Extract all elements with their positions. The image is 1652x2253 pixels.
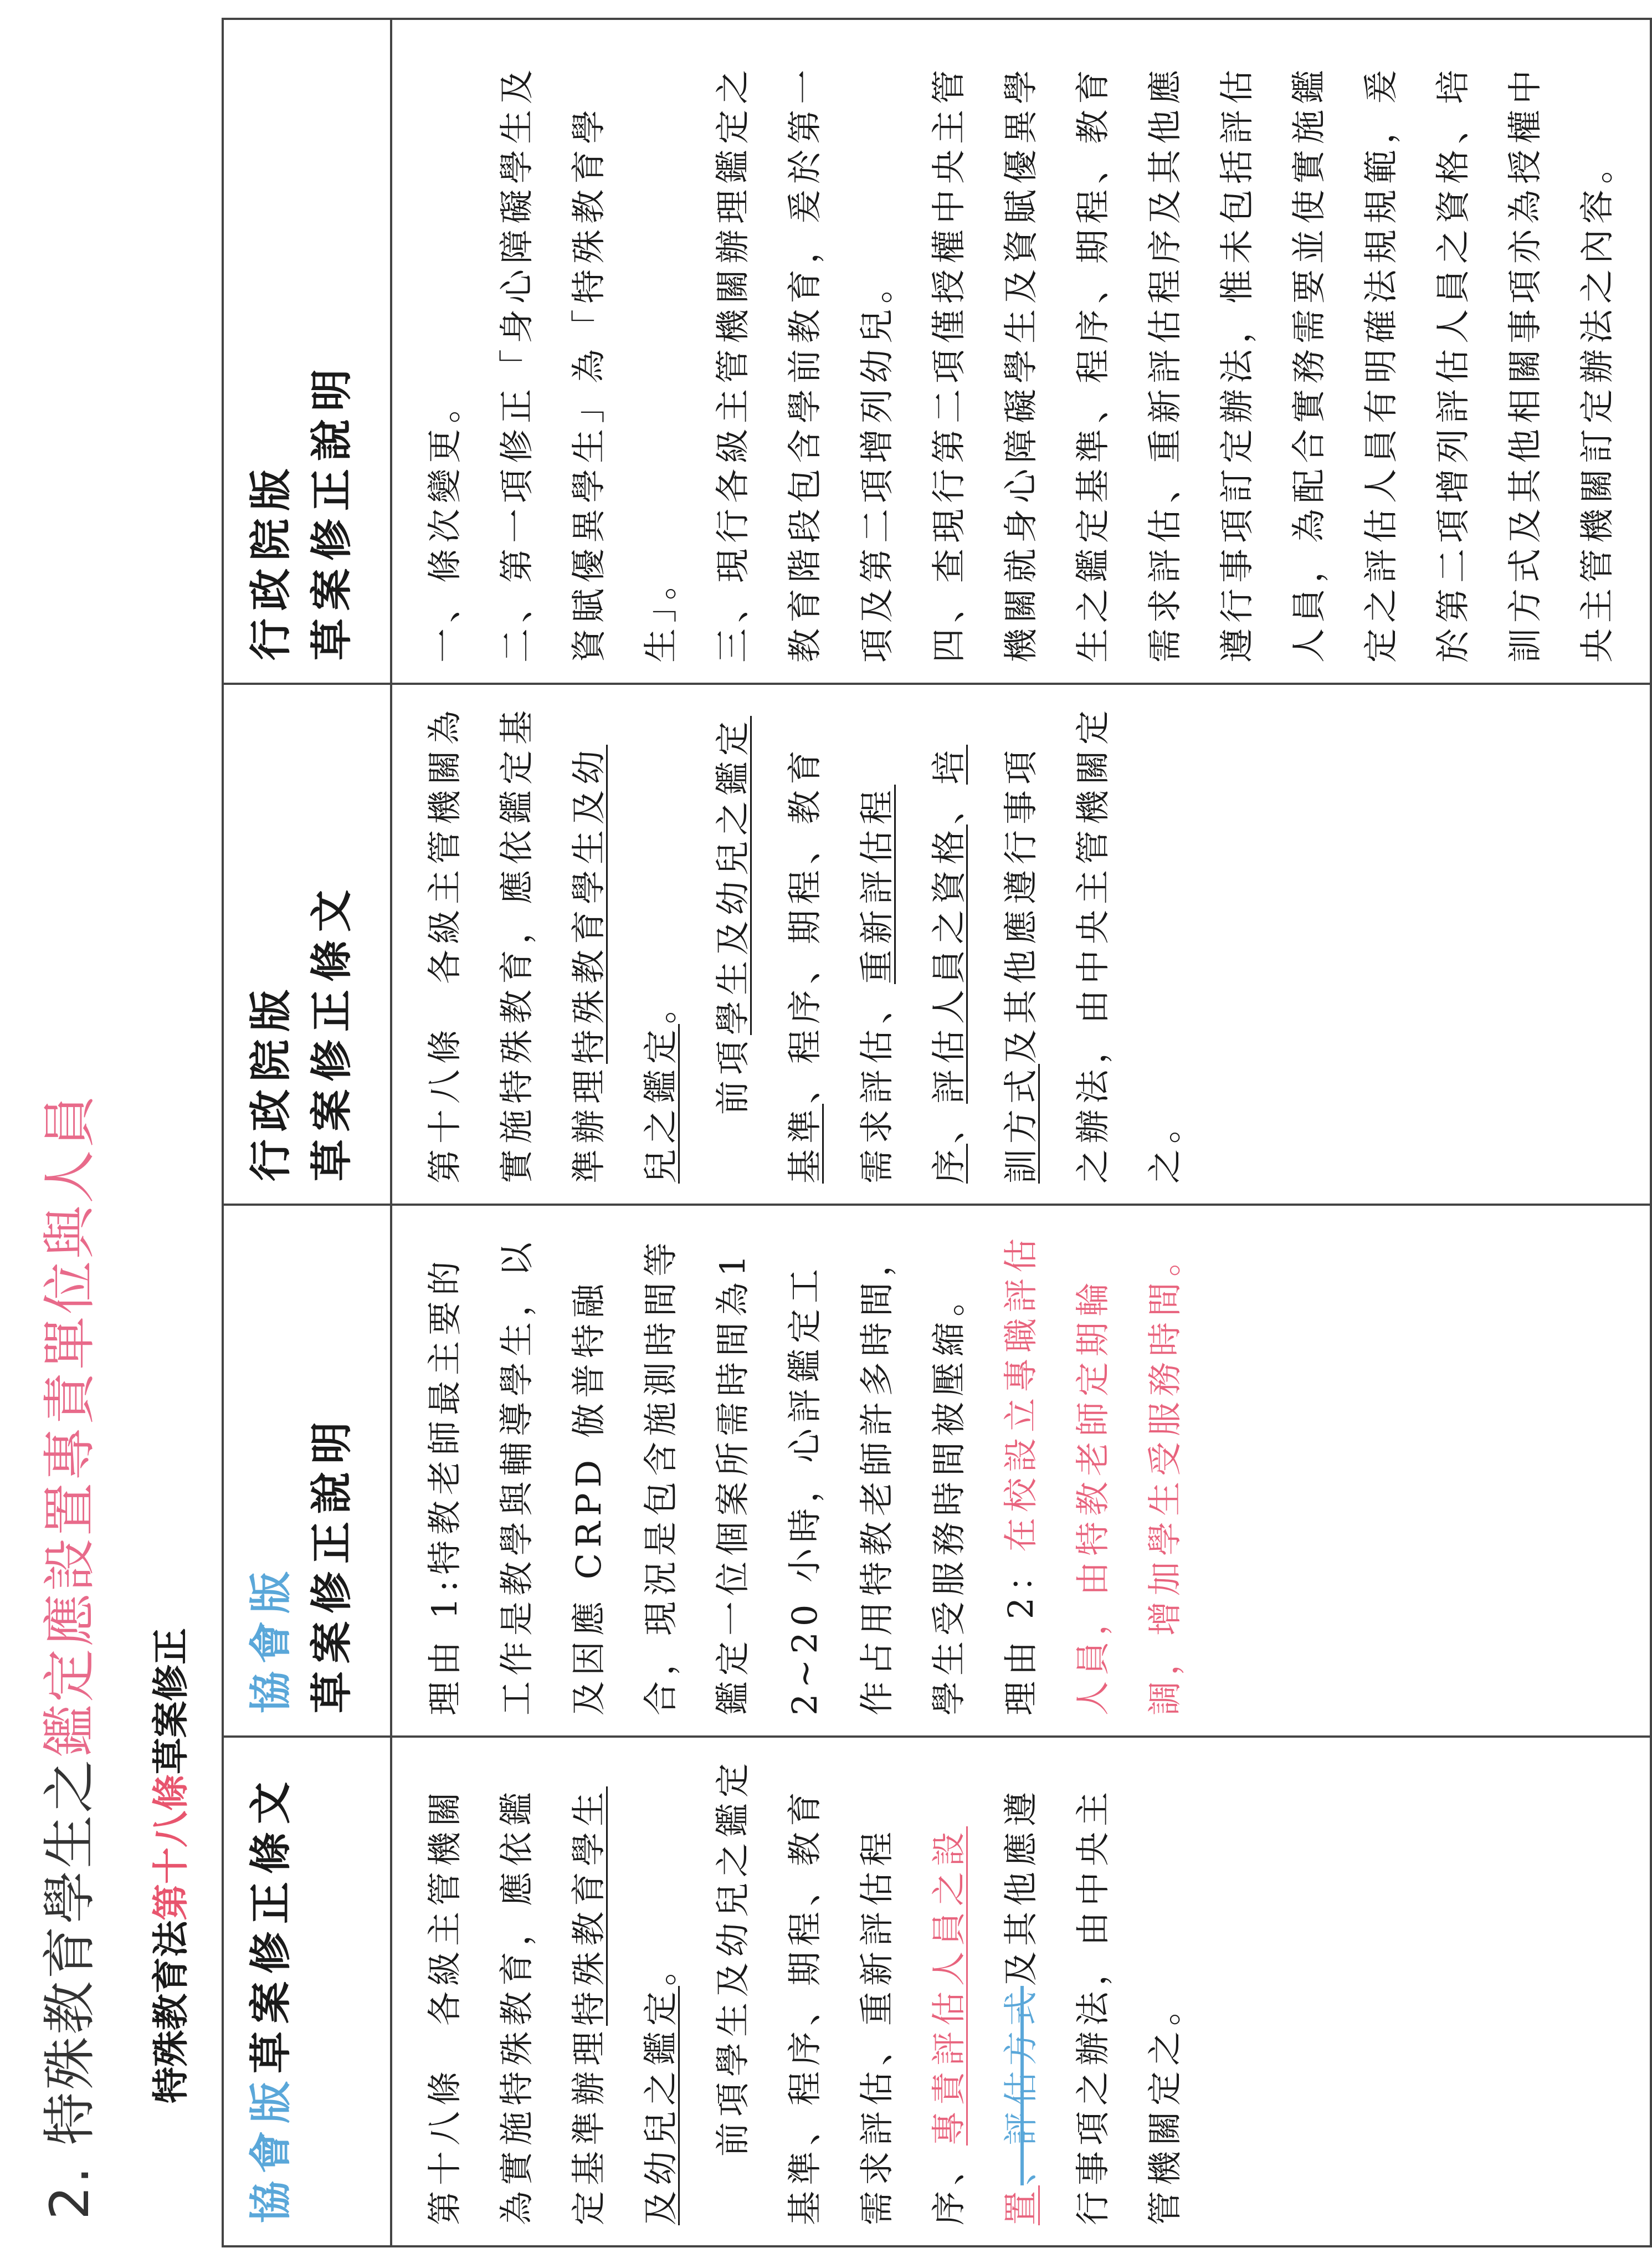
cell-assoc-articles: [391, 1737, 1651, 2246]
header-colored-label: 協會版: [246, 2073, 295, 2223]
text: 前項: [712, 1035, 753, 1115]
underlined-text: 特殊教育學生及幼兒之鑑定: [568, 1786, 681, 2225]
paragraph: 一、條次變更。: [424, 383, 465, 663]
title-highlight: 鑑定應設置專責單位與人員: [39, 1092, 101, 1758]
text: 第十八條 各級主管機關為實施特殊教育，應依鑑定基準辦理: [424, 1786, 609, 2225]
cell-exec-articles: [391, 684, 1651, 1205]
underlined-text: 學生及幼兒之鑑定基準: [712, 715, 825, 1184]
header-exec-articles: [223, 684, 391, 1205]
header-label: 草案修正條文: [246, 1774, 295, 2073]
paragraph: [985, 1226, 1201, 1716]
underlined-text: 特殊教育學生及幼兒之鑑定: [568, 744, 681, 1184]
paragraph: 三、現行各級主管機關辦理鑑定之教育階段包含學前教育，爰於第一項及第二項增列幼兒。: [712, 64, 897, 663]
text: 、: [928, 784, 969, 825]
paragraph: [409, 705, 697, 1184]
text: 及其他應遵行事項之辦法，由中央主管機關定之。: [1001, 704, 1185, 1184]
paragraph: [697, 1758, 1201, 2225]
text: 。: [640, 984, 681, 1024]
paragraph: 四、查現行第二項僅授權中央主管機關就身心障礙學生及資賦優異學生之鑑定基準、程序、期程、教育需求評估、重新評估程序及其他應遵行事項訂定辦法，惟未包括評估人員，為配合實務需要並使實施鑑定之評估人員有明確法規規範，爰於第二項增列評估人員之資格、培訓方式及其他相關事項亦為授權中央主管機關訂定辦法之內容。: [928, 64, 1617, 663]
header-label-line2: 草案修正說明: [307, 1414, 356, 1713]
title-prefix: 2. 特殊教育學生之: [39, 1757, 101, 2220]
comparison-table: [222, 18, 1652, 2247]
header-label-line2: 草案修正說明: [307, 361, 356, 660]
header-assoc-explanation: [223, 1205, 391, 1737]
table-body-row: [391, 19, 1651, 2246]
paragraph: [697, 705, 1201, 1184]
header-label: 行政院版: [246, 982, 295, 1181]
pink-reason-text: 在校設立專職評估人員，由特教老師定期輪調，增加學生受服務時間。: [1001, 1232, 1185, 1716]
subtitle-suffix: 草案修正: [149, 1628, 192, 1774]
paragraph: 二、第一項修正「身心障礙學生及資賦優異學生」為「特殊教育學生」。: [496, 64, 681, 663]
header-assoc-articles: [223, 1737, 391, 2246]
blue-struck-text: 、評估方式: [1001, 1985, 1041, 2185]
underlined-text: 重新評估程序: [856, 784, 969, 1184]
text: 。: [640, 1945, 681, 1986]
cell-assoc-explanation: [391, 1205, 1651, 1737]
document-title: [28, 1093, 104, 2220]
text: 、: [928, 1103, 969, 1144]
paragraph: 理由 1:特教老師最主要的工作是教學與輔導學生，以及因應 CRPD 倣普特融合，現況是包含施測時間等鑑定一位個案所需時間為12~20 小時，心評鑑定工作占用特教老師許多時間，學生受服務時間被壓縮。: [424, 1236, 969, 1716]
header-label: 行政院版: [246, 461, 295, 660]
underlined-text: 培訓方式: [928, 744, 1041, 1184]
document-subtitle: [141, 1628, 194, 2103]
header-colored-label: 協會版: [246, 1564, 295, 1713]
pink-highlight-text: 專責評估人員之設置: [928, 1826, 1041, 2225]
text: 、程序、期程、教育需求評估、: [784, 744, 897, 1184]
subtitle-highlight: 第十八條: [149, 1774, 192, 1921]
header-exec-explanation: [223, 19, 391, 684]
header-label-line2: 草案修正條文: [307, 882, 356, 1181]
text: 前項學生及幼兒之鑑定基準、程序、期程、教育需求評估、重新評估程序、: [712, 1757, 969, 2225]
table-header-row: [223, 19, 391, 2246]
cell-exec-explanation: [391, 19, 1651, 684]
reason-label: 理由 2：: [1001, 1552, 1041, 1716]
subtitle-prefix: 特殊教育法: [149, 1921, 192, 2103]
paragraph: [409, 1758, 697, 2225]
text: 第十八條 各級主管機關為實施特殊教育，應依鑑定基準辦理: [424, 704, 609, 1184]
text: 及其他應遵行事項之辦法，由中央主管機關定之。: [1001, 1786, 1185, 2225]
underlined-text: 評估人員之資格: [928, 824, 969, 1104]
